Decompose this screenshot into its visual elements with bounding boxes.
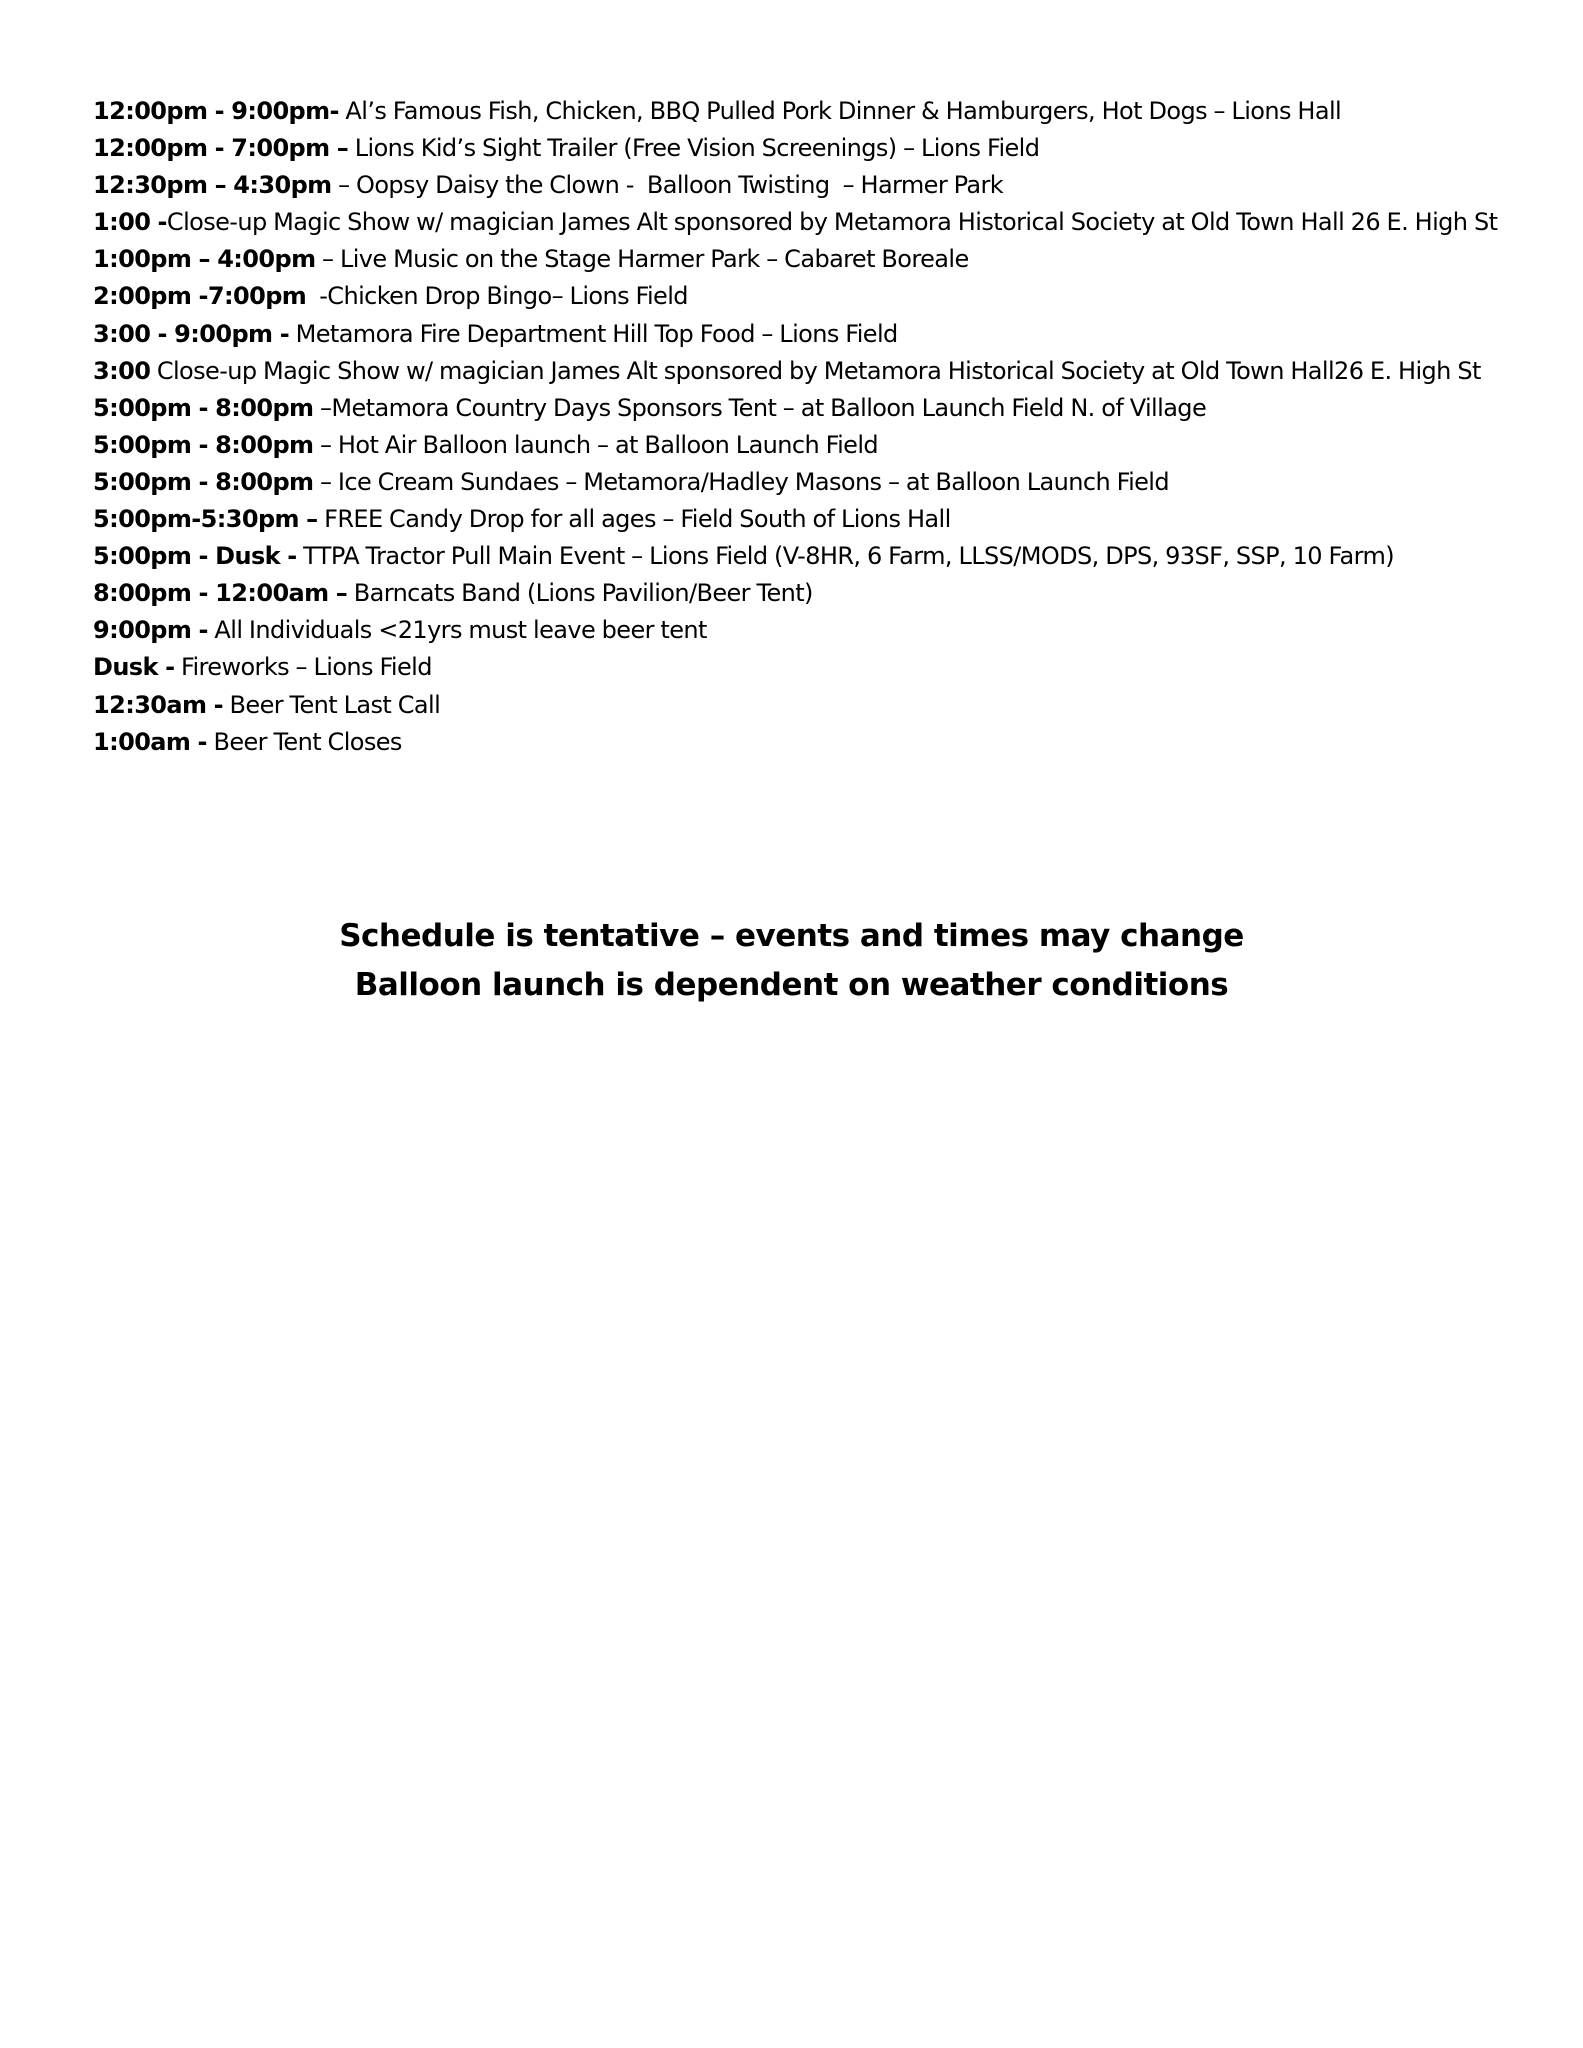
event-time: 1:00pm – 4:00pm [93,245,316,274]
event-description: All Individuals <21yrs must leave beer tent [207,616,707,645]
weather-note: Balloon launch is dependent on weather conditions [354,967,1229,1003]
event-time: 12:30am - [93,690,224,719]
event-description: Fireworks – Lions Field [174,653,432,682]
schedule-item [93,427,1513,464]
event-time: 12:00pm - 7:00pm – [93,134,349,163]
schedule-item [93,464,1513,501]
schedule-item [93,204,1513,241]
schedule-item [93,612,1513,649]
schedule-item [93,353,1513,390]
event-description: FREE Candy Drop for all ages – Field South of Lions Hall [317,505,951,534]
schedule-item [93,130,1513,167]
schedule-item [93,278,1513,315]
event-time: Dusk - [93,653,175,682]
schedule-item [93,167,1513,204]
event-description: –Metamora Country Days Sponsors Tent – at Balloon Launch Field N. of Village [313,393,1207,422]
schedule-item [93,501,1513,538]
schedule-item [93,724,1513,761]
event-description: TTPA Tractor Pull Main Event – Lions Field (V-8HR, 6 Farm, LLSS/MODS, DPS, 93SF, SSP, 10 Farm) [296,542,1394,571]
event-time: 1:00am - [93,727,207,756]
event-time: 5:00pm - Dusk - [93,542,297,571]
event-description: Metamora Fire Department Hill Top Food – Lions Field [289,319,898,348]
tentative-note: Schedule is tentative – events and times may change [339,918,1244,954]
event-time: 9:00pm - [93,616,208,645]
event-description: -Chicken Drop Bingo– Lions Field [306,282,688,311]
event-description: Beer Tent Closes [206,727,402,756]
event-time: 3:00 [93,356,151,385]
event-time: 8:00pm - 12:00am – [93,579,348,608]
schedule-item [93,390,1513,427]
event-description: Beer Tent Last Call [223,690,441,719]
event-time: 5:00pm - 8:00pm [93,430,314,459]
event-time: 12:00pm - 9:00pm- [93,97,339,125]
event-time: 5:00pm - 8:00pm [93,467,314,496]
event-description: Close-up Magic Show w/ magician James Alt sponsored by Metamora Historical Society at Old Town Hall26 E. High St [150,356,1481,385]
event-time: 5:00pm-5:30pm – [93,505,318,534]
schedule-item [93,687,1513,724]
schedule-notes [0,912,1583,1010]
event-description: Lions Kid’s Sight Trailer (Free Vision Screenings) – Lions Field [348,134,1040,163]
event-time: 1:00 - [93,208,167,237]
event-description: – Ice Cream Sundaes – Metamora/Hadley Masons – at Balloon Launch Field [313,467,1170,496]
schedule-item [93,538,1513,575]
event-time: 3:00 - 9:00pm - [93,319,290,348]
event-description: Close-up Magic Show w/ magician James Alt sponsored by Metamora Historical Society at Old Town Hall 26 E. High St [166,208,1498,237]
event-time: 12:30pm – 4:30pm [93,171,332,200]
event-schedule [93,93,1513,761]
event-time: 5:00pm - 8:00pm [93,393,314,422]
event-description: – Hot Air Balloon launch – at Balloon Launch Field [313,430,879,459]
event-time: 2:00pm -7:00pm [93,282,307,311]
schedule-item [93,316,1513,353]
event-description: – Live Music on the Stage Harmer Park – Cabaret Boreale [315,245,969,274]
schedule-item [93,93,1513,130]
event-description: – Oopsy Daisy the Clown - Balloon Twisting – Harmer Park [331,171,1004,200]
schedule-item [93,649,1513,686]
event-description: Barncats Band (Lions Pavilion/Beer Tent) [347,579,813,608]
event-description: Al’s Famous Fish, Chicken, BBQ Pulled Pork Dinner & Hamburgers, Hot Dogs – Lions Hall [338,97,1342,125]
schedule-item [93,575,1513,612]
schedule-item [93,241,1513,278]
